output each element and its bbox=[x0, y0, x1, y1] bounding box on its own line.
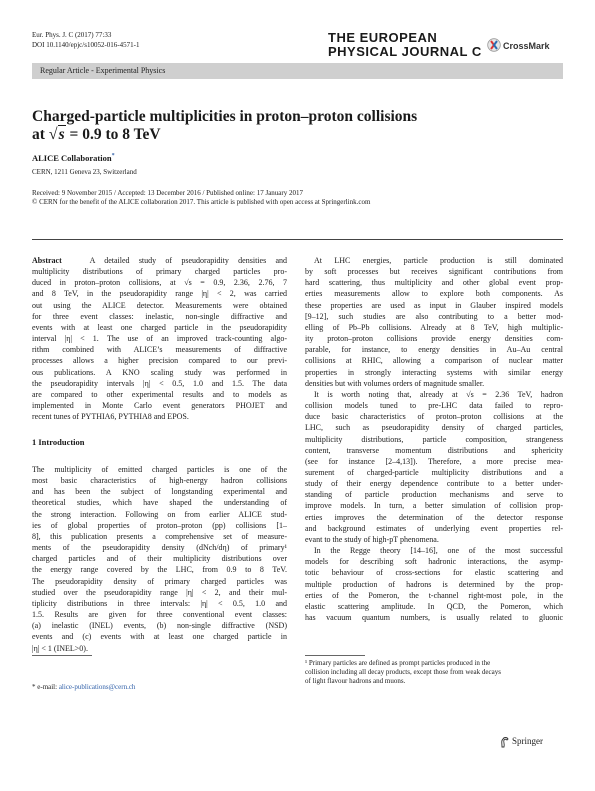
abstract-line: recent tunes of PYTHIA6, PYTHIA8 and EPOS. bbox=[32, 412, 189, 422]
para-line: improve models. In turn, a better simulation of collision prop- bbox=[305, 501, 563, 511]
crossmark-icon[interactable] bbox=[487, 38, 501, 52]
abstract-line: interval |η| < 1. The use of an improved track-counting algo- bbox=[32, 334, 287, 344]
journal-reference: Eur. Phys. J. C (2017) 77:33 bbox=[32, 31, 112, 39]
springer-horse-icon bbox=[500, 735, 510, 747]
intro-line: ments of the pseudorapidity density (dNch/dη) of primary¹ bbox=[32, 543, 287, 553]
para-line: (see for instance [2–4,13]). Therefore, a more precise mea- bbox=[305, 456, 563, 466]
para-line: properties in strongly interacting systems with similar energy bbox=[305, 367, 563, 377]
intro-line: theoretical studies, which have shaped the understanding of bbox=[32, 498, 287, 508]
para-line: It is worth noting that, already at √s = 2.36 TeV, hadron bbox=[314, 389, 563, 399]
para-line: totic behaviour of cross-sections for elastic scattering and bbox=[305, 568, 563, 578]
abstract-line: and 8 TeV, in the pseudorapidity range |η| < 2, was carried bbox=[32, 289, 287, 299]
intro-line: studied over the pseudorapidity range |η| < 2, and their mul- bbox=[32, 587, 287, 597]
footnote-rule-left bbox=[32, 655, 92, 656]
intro-line: 8], this publication presents a comprehensive set of measure- bbox=[32, 531, 287, 541]
intro-line: 1.5. Results are given for three conventional event classes: bbox=[32, 610, 287, 620]
abstract-line: for three event classes: inelastic, non-single diffractive and bbox=[32, 311, 287, 321]
abstract-line: the pseudorapidity intervals |η| < 0.5, 1.0 and 1.5. The data bbox=[32, 378, 287, 388]
intro-line: charged particles and of their multiplicity distributions over bbox=[32, 554, 287, 564]
para-line: parable, for instance, to energy densities in Au–Au central bbox=[305, 345, 563, 355]
abstract-line: multiplicity distributions of primary charged particles pro- bbox=[32, 267, 287, 277]
footnote-line: collision including all decay products, except those from weak decays bbox=[305, 668, 501, 676]
abstract bbox=[32, 255, 287, 422]
abstract-line: duced in proton–proton collisions, at √s = 0.9, 2.36, 2.76, 7 bbox=[32, 278, 287, 288]
para-line: elling of Pb–Pb collisions. Already at 8 TeV, high multiplic- bbox=[305, 322, 563, 332]
abstract-line: are compared to other experimental results and to models as bbox=[32, 389, 287, 399]
doi[interactable]: DOI 10.1140/epjc/s10052-016-4571-1 bbox=[32, 41, 140, 49]
right-column-text bbox=[305, 255, 563, 623]
abstract-heading: Abstract bbox=[32, 256, 62, 265]
footnote-line: ¹ Primary particles are defined as prompt particles produced in the bbox=[305, 659, 491, 667]
footnote-rule-right bbox=[305, 655, 365, 656]
journal-name-line1: THE EUROPEAN bbox=[328, 30, 438, 45]
para-line: content, transverse momentum distributions and sphericity bbox=[305, 445, 563, 455]
footnote-line: of light flavour hadrons and muons. bbox=[305, 677, 406, 685]
intro-line: ies of global properties of proton–proton (pp) collisions [1– bbox=[32, 520, 287, 530]
article-type-label: Regular Article - Experimental Physics bbox=[40, 66, 166, 75]
abstract-line: events with at least one charged particle in the pseudorapidity bbox=[32, 322, 287, 332]
title-line-1: Charged-particle multiplicities in proton–proton collisions bbox=[32, 108, 418, 125]
intro-line: (a) inelastic (INEL) events, (b) non-single diffractive (NSD) bbox=[32, 621, 287, 631]
abstract-line: ous publications. A KNO scaling study was performed in bbox=[32, 367, 287, 377]
intro-line: The multiplicity of emitted charged particles is one of the bbox=[32, 465, 287, 474]
para-line: erties measurements allow to explore both components. As bbox=[305, 289, 563, 299]
para-line: [9–12], such studies are also contributing to a better mod- bbox=[305, 311, 563, 321]
para-line: multiple production of hadrons is determined by the prop- bbox=[305, 579, 563, 589]
journal-name-line2: PHYSICAL JOURNAL C bbox=[328, 44, 482, 59]
intro-line: and has been the subject of longstanding experimental and bbox=[32, 487, 287, 497]
article-type-banner bbox=[32, 63, 563, 79]
para-line: ity proton–proton collisions provide energy densities com- bbox=[305, 334, 563, 344]
para-line: LHC, such as pseudorapidity density of charged particles, bbox=[305, 423, 563, 433]
para-line: duce basic characteristics of proton–proton collisions at the bbox=[305, 412, 563, 422]
para-line: elastic scattering amplitude. In QCD, the Pomeron, which bbox=[305, 601, 563, 611]
abstract-line: out using the ALICE detector. Measurements were obtained bbox=[32, 300, 287, 310]
affiliation: CERN, 1211 Geneva 23, Switzerland bbox=[32, 168, 137, 176]
email-link[interactable]: alice-publications@cern.ch bbox=[58, 683, 136, 691]
intro-line: events and (c) events with at least one charged particle in bbox=[32, 632, 287, 642]
publisher-name: Springer bbox=[512, 736, 543, 746]
para-line: standing of particle production mechanisms and serve to bbox=[305, 490, 563, 500]
intro-line: the energy range covered by the LHC, from 0.9 to 8 TeV. bbox=[32, 565, 287, 575]
para-line: collisions at RHIC, allowing a comparison of nuclear matter bbox=[305, 356, 563, 366]
corresponding-email: * e-mail: alice-publications@cern.ch bbox=[32, 683, 136, 691]
para-line: erties of the Pomeron, the t-channel right-most pole, in the bbox=[305, 590, 563, 600]
para-line: At LHC energies, particle production is still dominated bbox=[314, 256, 563, 265]
para-line: hard scattering, thus multiplicity and other global event prop- bbox=[305, 278, 563, 288]
para-line: densities but with volumes orders of magnitude smaller. bbox=[305, 378, 485, 388]
para-line: In the Regge theory [14–16], one of the most successful bbox=[314, 546, 563, 556]
paper-title bbox=[32, 108, 417, 144]
para-line: collision models tuned to pre-LHC data failed to repro- bbox=[305, 401, 563, 411]
abstract-line: implemented in Monte Carlo event generators PHOJET and bbox=[32, 401, 287, 411]
para-line: has vacuum quantum numbers, is usually related to gluonic bbox=[305, 613, 563, 622]
title-line-2: at √s = 0.9 to 8 TeV bbox=[32, 126, 161, 143]
abstract-line: rithm combined with ALICE’s measurements of diffractive bbox=[32, 345, 287, 355]
para-line: evant to the study of high-pT phenomena. bbox=[305, 534, 439, 544]
abstract-line-1: Abstract A detailed study of pseudorapidity densities and bbox=[32, 256, 287, 265]
para-line: models for describing soft hadronic interactions, the asymp- bbox=[305, 557, 563, 567]
intro-line: tiplicity distributions in three intervals: |η| < 0.5, 1.0 and bbox=[32, 598, 287, 608]
abstract-line: processes allows a higher precision compared to our previ- bbox=[32, 356, 287, 366]
intro-line: The pseudorapidity density of primary charged particles was bbox=[32, 576, 287, 586]
para-line: by soft processes but receives significant contributions from bbox=[305, 267, 563, 277]
intro-line: |η| < 1 (INEL>0). bbox=[32, 643, 88, 653]
author: ALICE Collaboration* bbox=[32, 153, 115, 163]
intro-line: the strong interaction. Following on from earlier ALICE stud- bbox=[32, 509, 287, 519]
copyright: © CERN for the benefit of the ALICE collaboration 2017. This article is published with open access at Springerlink.com bbox=[32, 198, 371, 206]
abstract-top-rule bbox=[32, 239, 563, 240]
para-line: study of their energy dependence contribute to a better under- bbox=[305, 479, 563, 489]
section-heading-introduction: 1 Introduction bbox=[32, 437, 85, 447]
footnote-1 bbox=[305, 659, 563, 686]
para-line: erties improves the determination of the detector response bbox=[305, 512, 563, 522]
publication-dates: Received: 9 November 2015 / Accepted: 13 December 2016 / Published online: 17 January 2017 bbox=[32, 189, 303, 197]
crossmark-label[interactable]: CrossMark bbox=[503, 41, 550, 51]
para-line: surement of charged-particle multiplicity distributions and a bbox=[305, 467, 563, 477]
para-line: multiplicity distributions, particle composition, strangeness bbox=[305, 434, 563, 444]
introduction-text bbox=[32, 464, 287, 654]
para-line: these properties are used as input in Glauber inspired models bbox=[305, 300, 563, 310]
para-line: and background estimates of underlying event properties rel- bbox=[305, 523, 563, 533]
intro-line: most basic characteristics of high-energy hadron collisions bbox=[32, 476, 287, 486]
